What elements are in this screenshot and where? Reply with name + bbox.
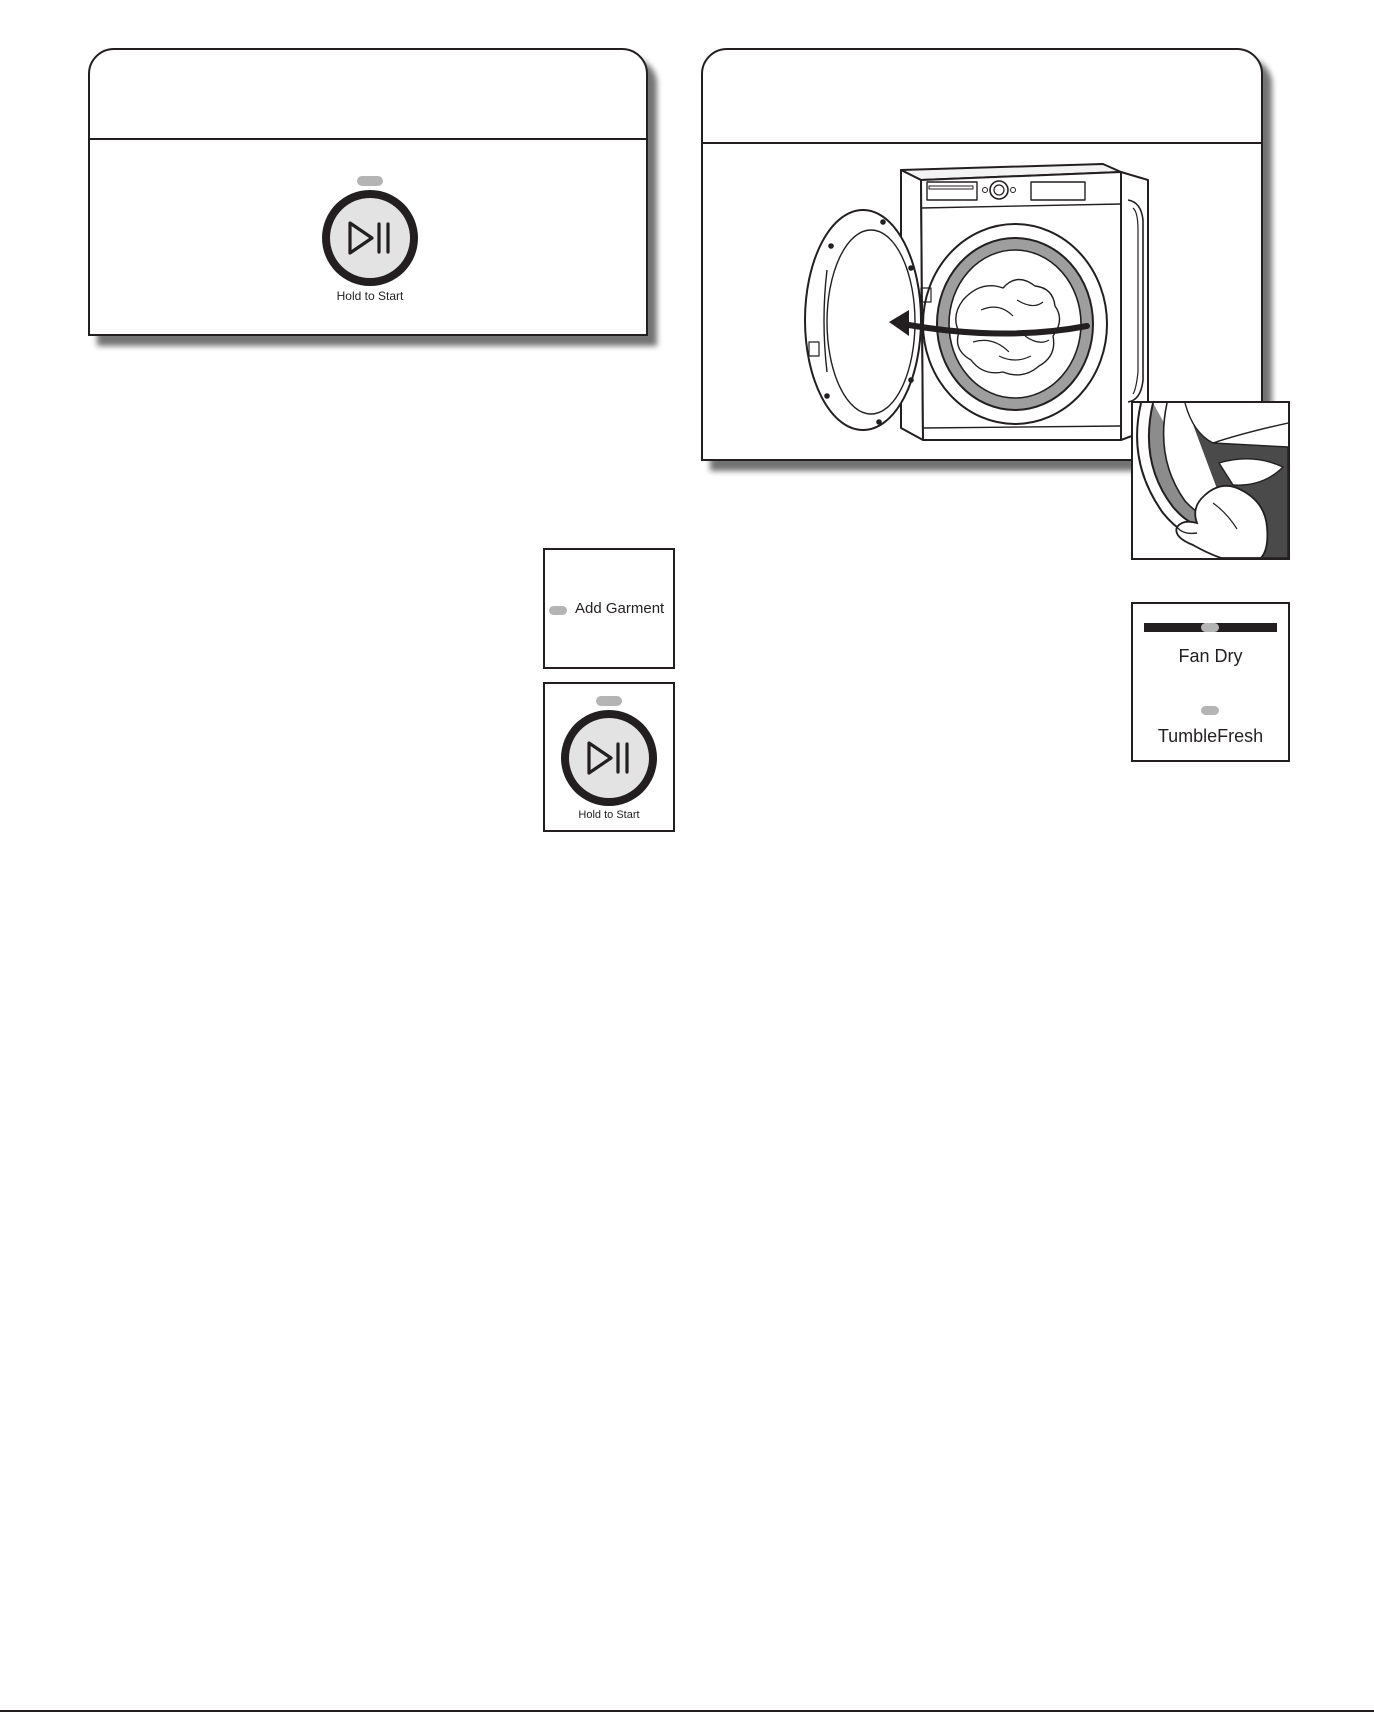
door-seal-detail-inset (1131, 401, 1290, 560)
fan-dry-label: Fan Dry (1178, 646, 1243, 666)
start-pause-button (559, 694, 659, 828)
add-garment-led (549, 606, 567, 615)
start-button-inset (543, 682, 675, 832)
add-garment-label: Add Garment (575, 600, 665, 617)
washer-open-door-illustration (803, 160, 1163, 450)
step-panel-start (88, 48, 648, 336)
fan-dry-led (1201, 623, 1219, 632)
tumblefresh-label: TumbleFresh (1157, 726, 1264, 746)
tumblefresh-led (1201, 706, 1219, 715)
step-panel-header (90, 50, 646, 138)
panel-divider (703, 142, 1261, 144)
start-button-caption: Hold to Start (578, 809, 640, 821)
options-inset (1131, 602, 1290, 762)
start-status-led (357, 176, 383, 186)
start-status-led (596, 696, 622, 706)
panel-divider (90, 138, 646, 140)
step-panel-header (703, 50, 1261, 142)
door-seal-hand-illustration (1133, 403, 1288, 558)
start-button-caption: Hold to Start (336, 289, 404, 303)
start-pause-button (320, 176, 420, 306)
page-bottom-rule (0, 1710, 1374, 1712)
step-panel-door (701, 48, 1263, 461)
play-pause-icon (586, 740, 632, 776)
play-pause-icon (347, 220, 393, 256)
add-garment-inset (543, 548, 675, 669)
